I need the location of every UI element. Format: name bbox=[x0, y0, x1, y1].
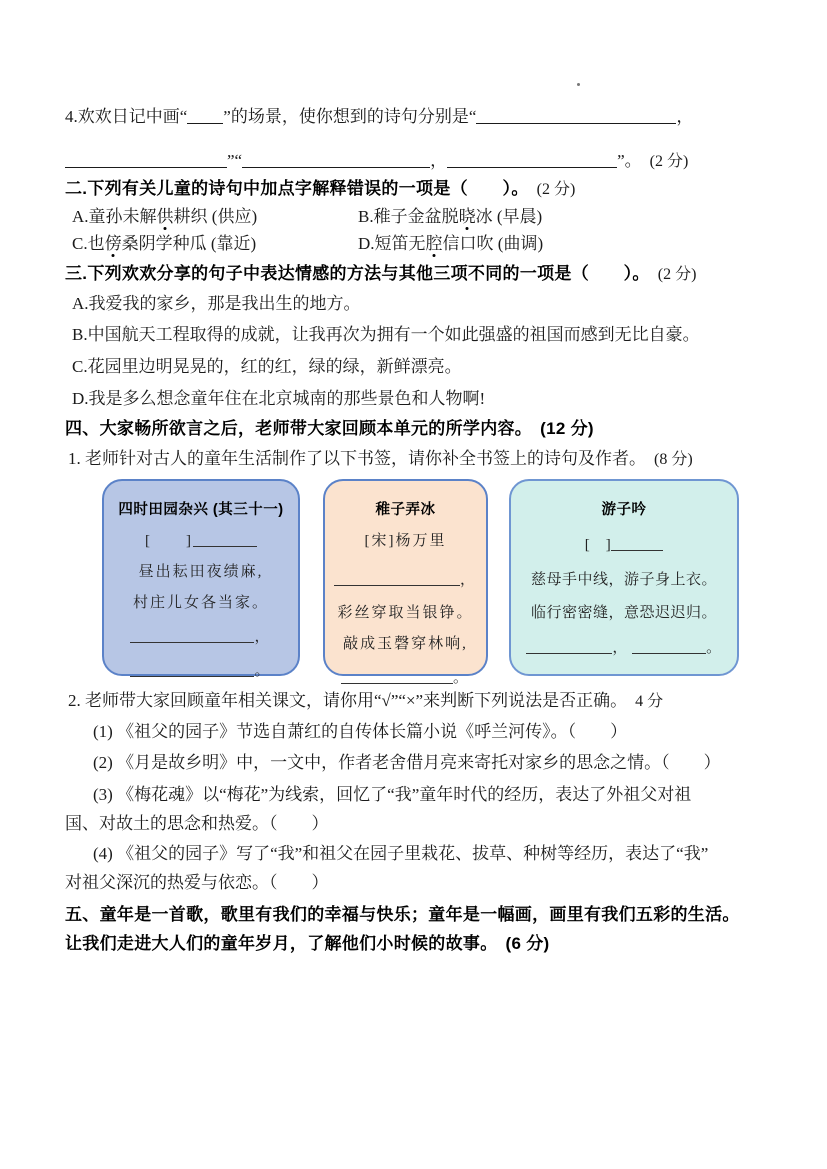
card3-punct-2: 。 bbox=[706, 640, 722, 656]
s2-b-suffix: 冰 (早晨) bbox=[475, 207, 543, 226]
section-2-heading bbox=[65, 178, 575, 201]
s2-c-emphasized-char: 傍 bbox=[104, 234, 122, 253]
card1-blank-2 bbox=[130, 663, 254, 677]
card1-poem-line-1: 昼出耘田夜绩麻, bbox=[138, 564, 264, 580]
q4-blank-4 bbox=[447, 152, 617, 168]
s2-d-prefix: D.短笛无 bbox=[358, 234, 426, 253]
s2-b-emphasized-char: 晓 bbox=[458, 207, 476, 226]
card1-author-line bbox=[104, 529, 298, 550]
card1-blank-line-1 bbox=[104, 625, 298, 646]
q4-blank-2 bbox=[65, 152, 227, 168]
card3-author-blank bbox=[611, 537, 663, 551]
s3-option-c: C.花园里边明晃晃的，红的红，绿的绿，新鲜漂亮。 bbox=[72, 357, 462, 376]
judgement-4-line-2: 对祖父深沉的热爱与依恋。（ ） bbox=[65, 873, 329, 892]
question-4-line-1 bbox=[65, 106, 693, 128]
card2-blank-line-1 bbox=[325, 568, 486, 589]
q4-blank-3 bbox=[242, 152, 430, 168]
card1-title: 四时田园杂兴 (其三十一) bbox=[118, 502, 284, 518]
s4-item-1 bbox=[68, 448, 693, 471]
s2-a-suffix: 耕织 (供应) bbox=[173, 207, 258, 226]
section-4-heading bbox=[65, 418, 594, 440]
judgement-2: (2) 《月是故乡明》中，一文中，作者老舍借月亮来寄托对家乡的思念之情。（ ） bbox=[93, 753, 721, 772]
s2-b-prefix: B.稚子金盆脱 bbox=[358, 207, 459, 226]
card2-blank-2 bbox=[341, 670, 453, 684]
q4-text-1: 4.欢欢日记中画“ bbox=[65, 107, 188, 126]
card1-author-blank bbox=[193, 533, 257, 547]
card3-punct-1: ， bbox=[612, 640, 628, 656]
section-4-heading-text: 四、大家畅所欲言之后，老师带大家回顾本单元的所学内容。 bbox=[65, 419, 533, 438]
s4-item-2 bbox=[68, 690, 663, 713]
s4-item-2-text: 2. 老师带大家回顾童年相关课文，请你用“√”“×”来判断下列说法是否正确。 bbox=[68, 691, 628, 710]
s3-option-d: D.我是多么想念童年住在北京城南的那些景色和人物啊! bbox=[72, 389, 486, 408]
card1-punct-2: 。 bbox=[254, 663, 272, 679]
judgement-4-line-1: (4) 《祖父的园子》写了“我”和祖父在园子里栽花、拔草、种树等经历，表达了“我” bbox=[93, 844, 709, 863]
s2-a-prefix: A.童孙未解 bbox=[72, 207, 157, 226]
q4-text-2: ”的场景，使你想到的诗句分别是“ bbox=[223, 107, 477, 126]
q4-blank-1 bbox=[476, 108, 676, 124]
card2-poem-line-2: 敲成玉磬穿林响, bbox=[343, 636, 468, 652]
s2-c-suffix: 桑阴学种瓜 (靠近) bbox=[121, 234, 257, 253]
q4-score: (2 分) bbox=[649, 153, 689, 170]
card3-poem-line-1: 慈母手中线，游子身上衣。 bbox=[530, 572, 717, 588]
card2-blank-line-2 bbox=[325, 666, 486, 687]
judgement-1: (1) 《祖父的园子》节选自萧红的自传体长篇小说《呼兰河传》。（ ） bbox=[93, 722, 628, 741]
card2-blank-1 bbox=[334, 572, 460, 586]
card1-poem-line-2: 村庄儿女各当家。 bbox=[132, 595, 269, 611]
section-5-line-2 bbox=[65, 933, 550, 955]
section-3-heading-text: 三.下列欢欢分享的句子中表达情感的方法与其他三项不同的一项是（ ）。 bbox=[65, 264, 650, 283]
section-2-heading-text: 二.下列有关儿童的诗句中加点字解释错误的一项是（ ）。 bbox=[65, 179, 529, 198]
card2-punct-1: ， bbox=[459, 572, 477, 588]
q4-text-6: ”。 bbox=[617, 151, 642, 170]
s2-d-emphasized-char: 腔 bbox=[425, 234, 443, 253]
s4-item-2-score: 4 分 bbox=[635, 693, 664, 710]
section-3-score: (2 分) bbox=[657, 266, 697, 283]
section-5-line-2-text: 让我们走进大人们的童年岁月，了解他们小时候的故事。 bbox=[65, 934, 498, 953]
q4-text-5: ， bbox=[430, 151, 448, 170]
bookmark-card-zhizinongbing bbox=[323, 479, 488, 686]
card1-author-bracket: [ ] bbox=[145, 533, 193, 549]
q4-blank-small bbox=[187, 108, 223, 124]
section-5-line-1: 五、童年是一首歌，歌里有我们的幸福与快乐；童年是一幅画，画里有我们五彩的生活。 bbox=[65, 905, 740, 924]
s2-a-emphasized-char: 供 bbox=[156, 207, 174, 226]
s2-option-b bbox=[358, 206, 542, 228]
bookmark-card-youziyin bbox=[509, 479, 739, 676]
card1-blank-1 bbox=[130, 629, 254, 643]
card2-poem-line-1: 彩丝穿取当银铮。 bbox=[337, 605, 474, 621]
bookmark-card-sishitianyuan bbox=[102, 479, 300, 679]
q4-text-3: ， bbox=[676, 107, 694, 126]
card2-title: 稚子弄冰 bbox=[375, 502, 436, 518]
s2-d-suffix: 信口吹 (曲调) bbox=[442, 234, 544, 253]
s4-item-1-score: (8 分) bbox=[654, 451, 693, 468]
card3-author-bracket: [ ] bbox=[584, 537, 612, 553]
s2-c-prefix: C.也 bbox=[72, 234, 105, 253]
card3-blank-2 bbox=[632, 640, 706, 654]
judgement-3-line-1: (3) 《梅花魂》以“梅花”为线索，回忆了“我”童年时代的经历，表达了外祖父对祖 bbox=[93, 785, 692, 804]
card3-author-line bbox=[511, 533, 737, 554]
card1-blank-line-2 bbox=[104, 659, 298, 680]
section-2-score: (2 分) bbox=[536, 181, 576, 198]
s2-option-d bbox=[358, 233, 543, 255]
card2-author: [宋]杨万里 bbox=[364, 533, 447, 549]
card2-punct-2: 。 bbox=[452, 670, 470, 686]
print-speck bbox=[577, 83, 580, 86]
s3-option-a: A.我爱我的家乡，那是我出生的地方。 bbox=[72, 294, 361, 313]
card3-blank-1 bbox=[526, 640, 612, 654]
section-3-heading bbox=[65, 263, 696, 286]
question-4-line-2 bbox=[65, 150, 688, 173]
judgement-3-line-2: 国、对故土的思念和热爱。（ ） bbox=[65, 814, 329, 833]
s2-option-c bbox=[72, 233, 256, 255]
card3-blank-line bbox=[511, 636, 737, 657]
s4-item-1-text: 1. 老师针对古人的童年生活制作了以下书签，请你补全书签上的诗句及作者。 bbox=[68, 449, 646, 468]
card3-poem-line-2: 临行密密缝，意恐迟迟归。 bbox=[530, 605, 717, 621]
q4-text-4: ”“ bbox=[227, 151, 243, 170]
card1-punct-1: ， bbox=[254, 629, 272, 645]
s2-option-a bbox=[72, 206, 257, 228]
card3-title: 游子吟 bbox=[601, 502, 647, 518]
s3-option-b: B.中国航天工程取得的成就，让我再次为拥有一个如此强盛的祖国而感到无比自豪。 bbox=[72, 325, 700, 344]
section-4-score: (12 分) bbox=[540, 419, 594, 438]
section-5-score: (6 分) bbox=[505, 934, 550, 953]
